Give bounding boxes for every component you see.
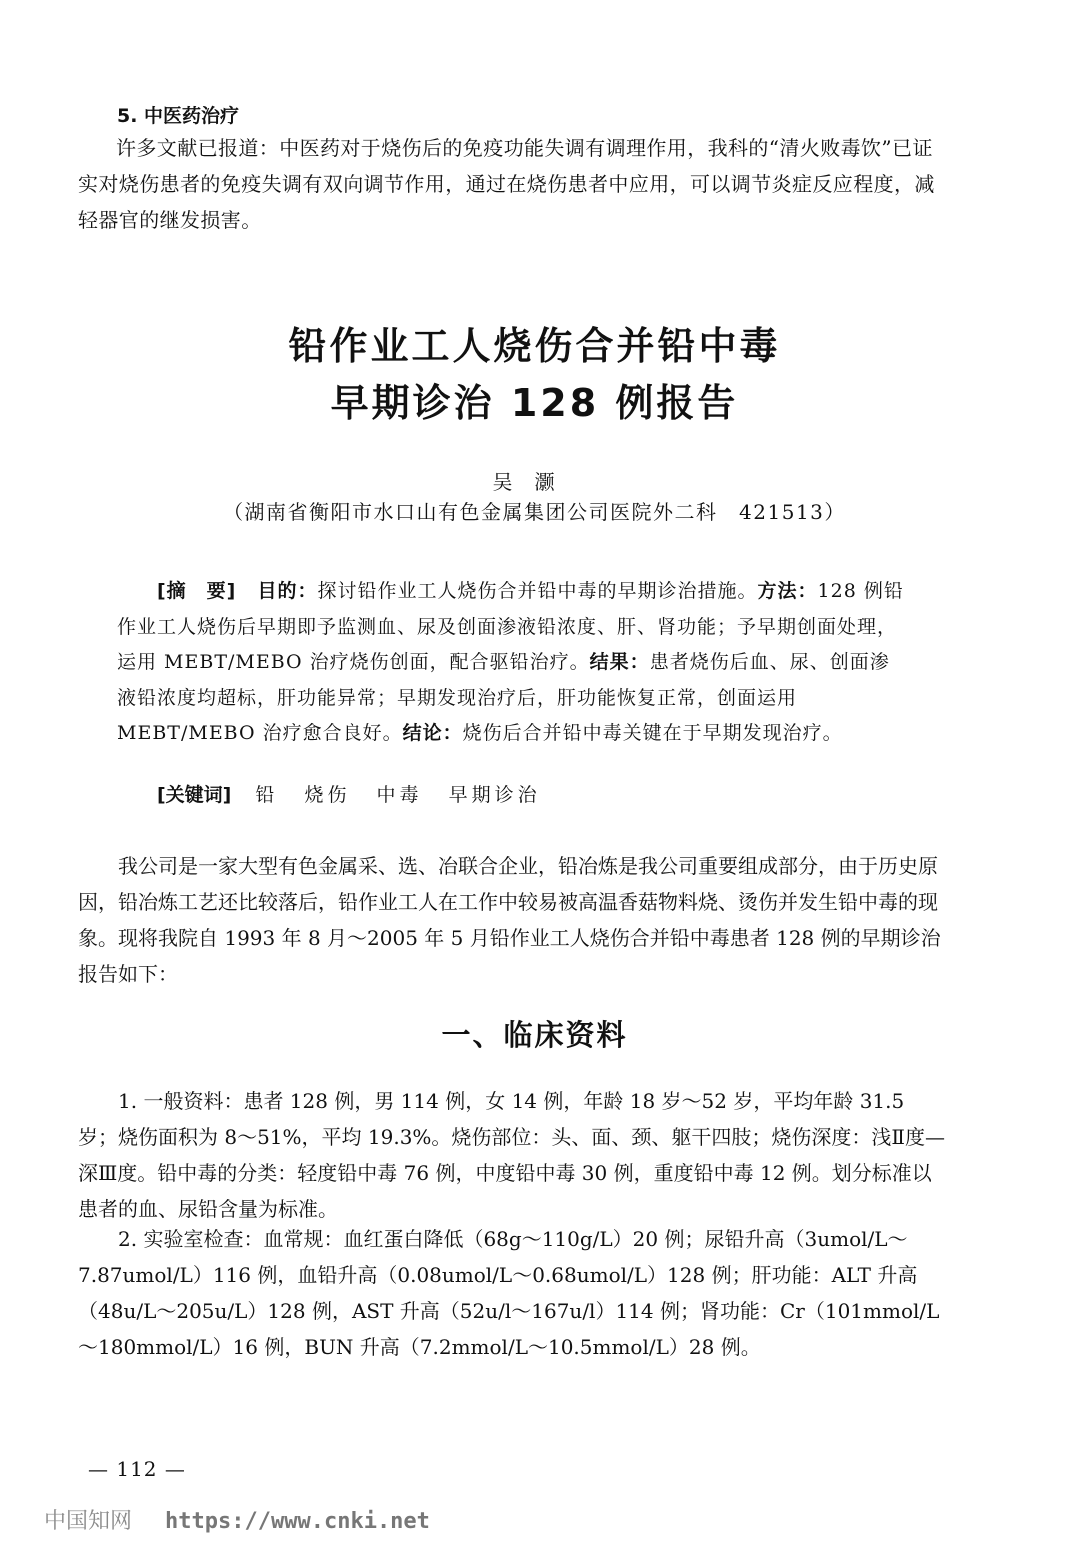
abstract-tag: [摘 要] [157,580,237,602]
keyword: 早期诊治 [448,784,541,806]
section-heading: 5. 中医药治疗 [117,105,240,127]
keyword: 中毒 [376,784,423,806]
section-heading-clinical: 一、临床资料 [441,1018,628,1052]
footer-site-name: 中国知网 [44,1509,133,1534]
intro-paragraph: 我公司是一家大型有色金属采、选、冶联合企业，铅冶炼是我公司重要组成部分，由于历史原因，铅冶炼工艺还比较落后，铅作业工人在工作中较易被高温香菇物料烧、烫伤并发生铅中毒的现象。现将我院自 1993 年 8 月～2005 年 5 月铅作业工人烧伤合并铅中毒患者 128 例的早期诊治报告如下： [78,854,941,986]
keyword: 烧伤 [304,784,351,806]
purpose-label: 目的： [257,580,318,602]
affiliation: （湖南省衡阳市水口山有色金属集团公司医院外二科 421513） [223,500,846,524]
author: 吴灏 [492,470,577,494]
page-number: — 112 — [88,1457,186,1481]
paragraph-general-data: 1. 一般资料：患者 128 例，男 114 例，女 14 例，年龄 18 岁～52 岁，平均年龄 31.5 岁；烧伤面积为 8～51%，平均 19.3%。烧伤部位：头、面、颈、躯干四肢；烧伤深度：浅Ⅱ度—深Ⅲ度。铅中毒的分类：轻度铅中毒 76 例，中度铅中毒 30 例，重度铅中毒 12 例。划分标准以患者的血、尿铅含量为标准。 [78,1089,946,1221]
footer-watermark [44,1504,430,1535]
result-text: 患者烧伤后血、尿、创面渗液铅浓度均超标，肝功能异常；早期发现治疗后，肝功能恢复正常，创面运用 MEBT/MEBO 治疗愈合良好。 [117,651,890,744]
footer-url[interactable]: https://www.cnki.net [165,1509,430,1534]
keywords-tag: [关键词] [157,784,232,806]
conclusion-text: 烧伤后合并铅中毒关键在于早期发现治疗。 [462,722,843,744]
section-body: 许多文献已报道：中医药对于烧伤后的免疫功能失调有调理作用，我科的“清火败毒饮”已证实对烧伤患者的免疫失调有双向调节作用，通过在烧伤患者中应用，可以调节炎症反应程度，减轻器官的继发损害。 [78,136,935,232]
conclusion-label: 结论： [402,722,463,744]
purpose-text: 探讨铅作业工人烧伤合并铅中毒的早期诊治措施。 [317,580,758,602]
result-label: 结果： [589,651,650,673]
paragraph-lab-tests: 2. 实验室检查：血常规：血红蛋白降低（68g～110g/L）20 例；尿铅升高（3umol/L～7.87umol/L）116 例，血铅升高（0.08umol/L～0.68umol/L）128 例；肝功能：ALT 升高（48u/L～205u/L）128 例，AST 升高（52u/l～167u/l）114 例；肾功能：Cr（101mmol/L～180mmol/L）16 例，BUN 升高（7.2mmol/L～10.5mmol/L）28 例。 [78,1227,940,1359]
method-label: 方法： [757,580,818,602]
abstract [117,574,907,752]
method-text: 128 例铅作业工人烧伤后早期即予监测血、尿及创面渗液铅浓度、肝、肾功能；予早期创面处理，运用 MEBT/MEBO 治疗烧伤创面，配合驱铅治疗。 [117,580,904,673]
keyword: 铅 [255,784,279,806]
article-title-line2: 早期诊治 128 例报告 [330,381,739,425]
keywords [157,780,561,807]
article-title: 铅作业工人烧伤合并铅中毒 [288,324,781,368]
